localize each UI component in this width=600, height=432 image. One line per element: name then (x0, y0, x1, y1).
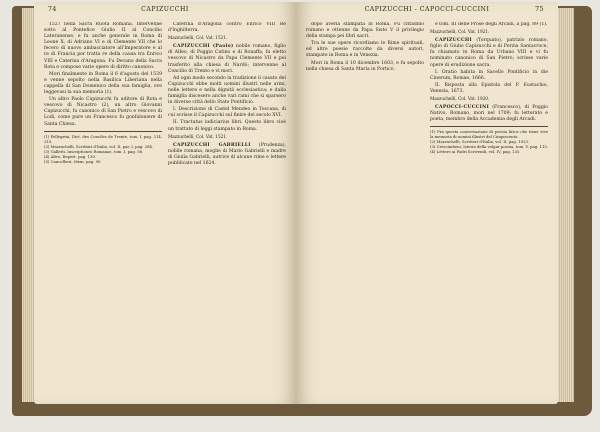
entry-title: CAPIZUCCHI (Paolo) (173, 44, 234, 50)
entry-title: CAPIZUCCHI GABRIELLI (173, 142, 251, 148)
footnote: (2) Mazzuchelli, Scrittori d'Italia, vol. II, par. I, pag. 284. (44, 143, 154, 149)
right-page-number: 75 (535, 6, 544, 13)
entry-text: nobile romano, figlio di Alfeo, di Poggio Catino e di Bonaffa, fu eletto vescovo di Nicastro da Papa Clemente VII e poi trasferito alla chiesa di Nardò; intervenne al Concilio di Trento e vi mori. (168, 44, 286, 74)
left-page (34, 2, 296, 404)
right-column-a (306, 22, 424, 396)
paragraph: dopo averla stampata in Roma. Fu cittadino romano e ottenne da Papa Sisto V il privilegio della stampa pei libri sacri. (306, 22, 424, 40)
left-running-head: CAPIZUCCHI (141, 6, 189, 13)
entry (430, 38, 548, 68)
right-page-header (296, 6, 558, 18)
left-column-b (168, 22, 286, 396)
footnote: (1) Pellegrini, Dict. des Conciles de Trente, tom. I, pag. 214, 215. (44, 133, 162, 144)
left-page-number: 74 (48, 6, 57, 13)
right-page-edges (556, 8, 574, 402)
paragraph: Mori in Roma il 10 dicembre 1603, e fu sepolto nella chiesa di Santa Maria in Portico. (306, 60, 424, 72)
paragraph: e tom. III delle Prose degli Arcadi, a pag. 89 (1). (435, 22, 548, 27)
reference: Mazzuchelli, Col. Vat. 1521. (168, 35, 228, 41)
entry (168, 44, 286, 74)
footnote: (4) Altre, Repert. pag. 130. (44, 153, 97, 159)
footnote: (5) Cancellieri, Mem. pag. 90. (44, 158, 102, 164)
reference: Mazzuchelli, Col. Vat. 1521. (168, 133, 228, 139)
entry-title: CAPOCCI-CUCCINI (435, 105, 490, 111)
paragraph: I. Oratio habita in Sacello Pontificio in die Cinerum, Romae, 1666. (430, 69, 548, 81)
entry-text: (Torquato), patrizio romano, figlio di Giulio Capizucchi e di Porzia Santacroce, fu chiamato in Roma da Urbano VIII e vi fu nominato canonico di San Pietro; scrisse varie opere di erudizione sacra. (430, 38, 548, 68)
entry-text: (Prudenza), nobile romana, moglie di Mario Gabrielli e madre di Giulia Gabrielli, autrice di alcune rime e lettere pubblicate nel 1624. (168, 142, 286, 166)
paragraph: I. Descrizione di Castel Mendeo in Toscana, di cui scrisse il Capizucchi sul finire del secolo XVI. (168, 107, 286, 119)
paragraph: Ad ogni modo secondo la tradizione il casato dei Capizucchi ebbe molti uomini illustri nelle armi, nelle lettere e nella dignità ecclesiastica; e dalla famiglia discesero anche vari rami che si sparsero in diverse città dello Stato Pontificio. (168, 75, 286, 106)
left-column-a (44, 22, 162, 396)
paragraph: Caterina d'Aragona contro Enrico VIII Re d'Inghilterra. (168, 22, 286, 34)
entry (168, 143, 286, 167)
paragraph: II. Risposta alla Epistola del P. Eustachio, Venezia, 1673. (430, 82, 548, 94)
reference: Mazzuchelli, Col. Vat. 1920. (430, 96, 490, 102)
right-page (296, 2, 558, 404)
footnote: (3) Galletti, Inscriptiones Romanae, tom. I, pag. 56. (44, 148, 144, 154)
paragraph: II. Tractatus iudiciarius libri. Questo libro cioè un trattato di leggi stampato in Roma. (168, 120, 286, 132)
right-column-b (430, 22, 548, 396)
entry-text: (Francesco), di Poggio Nativo, Romano, mori nel 1709; fu letterato e poeta, membro della Accademia degli Arcadi. (430, 105, 548, 123)
footnote: (2) Mazzuchelli, Scrittori d'Italia, vol. II, pag. 1923. (430, 139, 530, 145)
footnote: (4) Lettere ai Padri Scrivendi, vol. IV, pag. 135. (430, 149, 521, 155)
left-page-header (34, 6, 296, 18)
right-footnotes (430, 126, 548, 154)
paragraph: Un altro Paolo Capizucchi fu uditore di Rota e vescovo di Nicastro (2), un altro Giovanni Capizucchi, fu canonico di San Pietro e vescovo di Lodi, come pure un Francesco fu gonfaloniere di Santa Chiesa. (44, 97, 162, 127)
left-footnotes (44, 131, 162, 164)
paragraph: 1527 nella Sacra Ruota Romana. Intervenne sotto al Pontefice Giulio II al Concilio Lateranense, e fu anche generale in Roma di Leone X, di Adriano VI e di Clemente VII che lo fecero di nuovo ambasciatore all'Imperatore e al re di Francia per tratta re della causa tra Enrico VIII e Caterina d'Aragona. Fu Decano della Sacra Rota e compose varie opere di diritto canonico. (44, 22, 162, 70)
footnote: (1) Fra questa conversazione di poesia lirica che tiene vive la memoria di uomini illustri del Cinquecento. (430, 129, 548, 140)
reference: Mazzuchelli, Col. Vat. 1921. (430, 29, 490, 35)
paragraph: Mori finalmente in Roma il 6 d'agosto del 1539 e venne sepolto nella Basilica Liberiana nella cappella di San Domenico della sua famiglia, ove leggevasi la sua memoria (1). (44, 71, 162, 96)
right-running-head: CAPIZUCCHI - CAPOCCI-CUCCINI (364, 6, 490, 13)
paragraph: Tra le sue opere ricordiamo le Rime spirituali, ed altre poesie raccolte da diversi autori, stampate in Roma e in Venezia. (306, 41, 424, 59)
entry (430, 105, 548, 123)
footnote: (3) Crescimbeni, Istoria della volgar poesia, tom. V, pag. 115. (430, 144, 548, 150)
entry-title: CAPIZUCCHI (435, 38, 472, 44)
